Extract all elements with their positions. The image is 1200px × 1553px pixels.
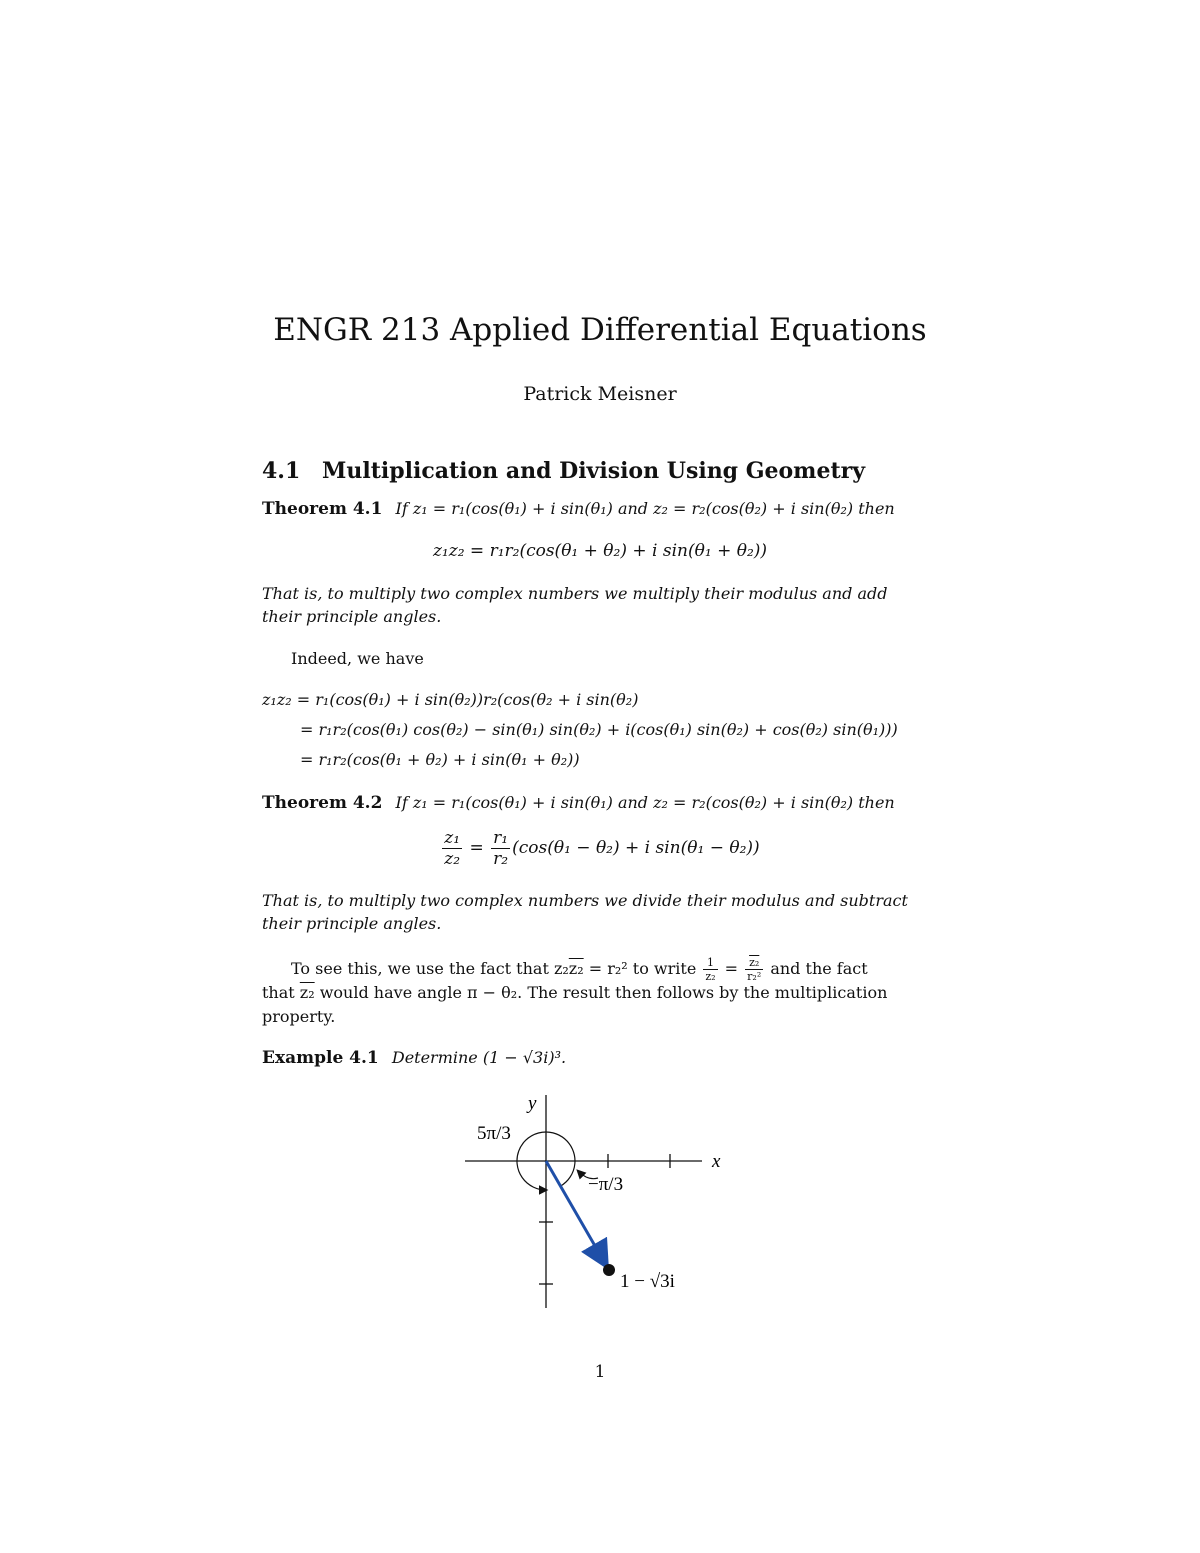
theorem-1-hypothesis: If z₁ = r₁(cos(θ₁) + i sin(θ₁) and z₂ = r₂(cos(θ₂) + i sin(θ₂) then [395,499,895,518]
document-title: ENGR 213 Applied Differential Equations [273,312,927,348]
equals-sign: = [469,838,484,858]
conjugate-z2: z₂ [299,983,315,1002]
author-name: Patrick Meisner [523,383,677,405]
section-number: 4.1 [262,458,301,484]
proof-2-text: and the fact [765,959,868,978]
example-1-label: Example 4.1 [262,1048,379,1068]
angle-label-5pi-3: 5π/3 [477,1123,511,1144]
fraction-numerator: 1 [703,956,717,970]
fraction-numerator: r₁ [493,828,509,848]
section-title: Multiplication and Division Using Geometry [322,458,865,484]
fraction-z1-over-z2 [442,828,462,869]
fraction-denominator: z₂ [705,970,716,983]
fraction-one-over-z2 [703,956,717,983]
proof-2-line-1 [291,956,868,983]
complex-plane-figure [440,1085,740,1315]
proof-2-text: would have angle π − θ₂. The result then follows by the multiplication [314,983,888,1002]
theorem-2-remark-line-2: their principle angles. [262,914,442,933]
y-axis-label: y [528,1093,537,1114]
proof-2-text: = r₂² to write [583,959,702,978]
theorem-2-label: Theorem 4.2 [262,793,383,813]
fraction-denominator: z₂ [444,849,461,869]
example-1-text: Determine (1 − √3i)³. [391,1048,567,1067]
theorem-1-remark-line-2: their principle angles. [262,607,442,626]
fraction-denominator: r₂² [747,970,762,983]
proof-1-line-1: z₁z₂ = r₁(cos(θ₁) + i sin(θ₂))r₂(cos(θ₂ + i sin(θ₂) [262,690,639,709]
theorem-2-hypothesis: If z₁ = r₁(cos(θ₁) + i sin(θ₁) and z₂ = r₂(cos(θ₂) + i sin(θ₂) then [395,793,895,812]
point-marker [603,1264,615,1276]
equals-sign: = [719,959,744,978]
theorem-2-formula [0,828,1200,869]
proof-1-line-2: = r₁r₂(cos(θ₁) cos(θ₂) − sin(θ₁) sin(θ₂) + i(cos(θ₁) sin(θ₂) + cos(θ₂) sin(θ₁))) [300,720,898,739]
proof-2-text: that [262,983,300,1002]
page-number: 1 [594,1362,606,1382]
theorem-2-statement [262,793,895,813]
point-label: 1 − √3i [620,1271,675,1292]
fraction-numerator: z₁ [444,828,461,848]
fraction-conj-z2-over-r2-squared [745,956,763,983]
theorem-1-statement [262,499,895,519]
theorem-1-formula: z₁z₂ = r₁r₂(cos(θ₁ + θ₂) + i sin(θ₁ + θ₂)) [432,541,768,561]
proof-1-intro: Indeed, we have [291,649,424,668]
conjugate-z2: z₂ [568,959,584,978]
theorem-2-rhs: (cos(θ₁ − θ₂) + i sin(θ₁ − θ₂)) [512,838,760,858]
fraction-denominator: r₂ [493,849,509,869]
x-axis-label: x [712,1151,721,1172]
angle-label-neg-pi-3: −π/3 [588,1174,624,1195]
section-heading [262,458,865,484]
theorem-2-remark-line-1: That is, to multiply two complex numbers we divide their modulus and subtract [262,891,908,910]
fraction-r1-over-r2 [491,828,510,869]
theorem-1-remark-line-1: That is, to multiply two complex numbers we multiply their modulus and add [262,584,888,603]
proof-1-line-3: = r₁r₂(cos(θ₁ + θ₂) + i sin(θ₁ + θ₂)) [300,750,580,769]
theorem-1-label: Theorem 4.1 [262,499,383,519]
example-1-statement [262,1048,566,1068]
proof-2-line-2 [262,983,887,1002]
proof-2-text: To see this, we use the fact that z₂ [291,959,569,978]
fraction-numerator: z₂ [745,956,763,970]
proof-2-line-3: property. [262,1007,336,1026]
